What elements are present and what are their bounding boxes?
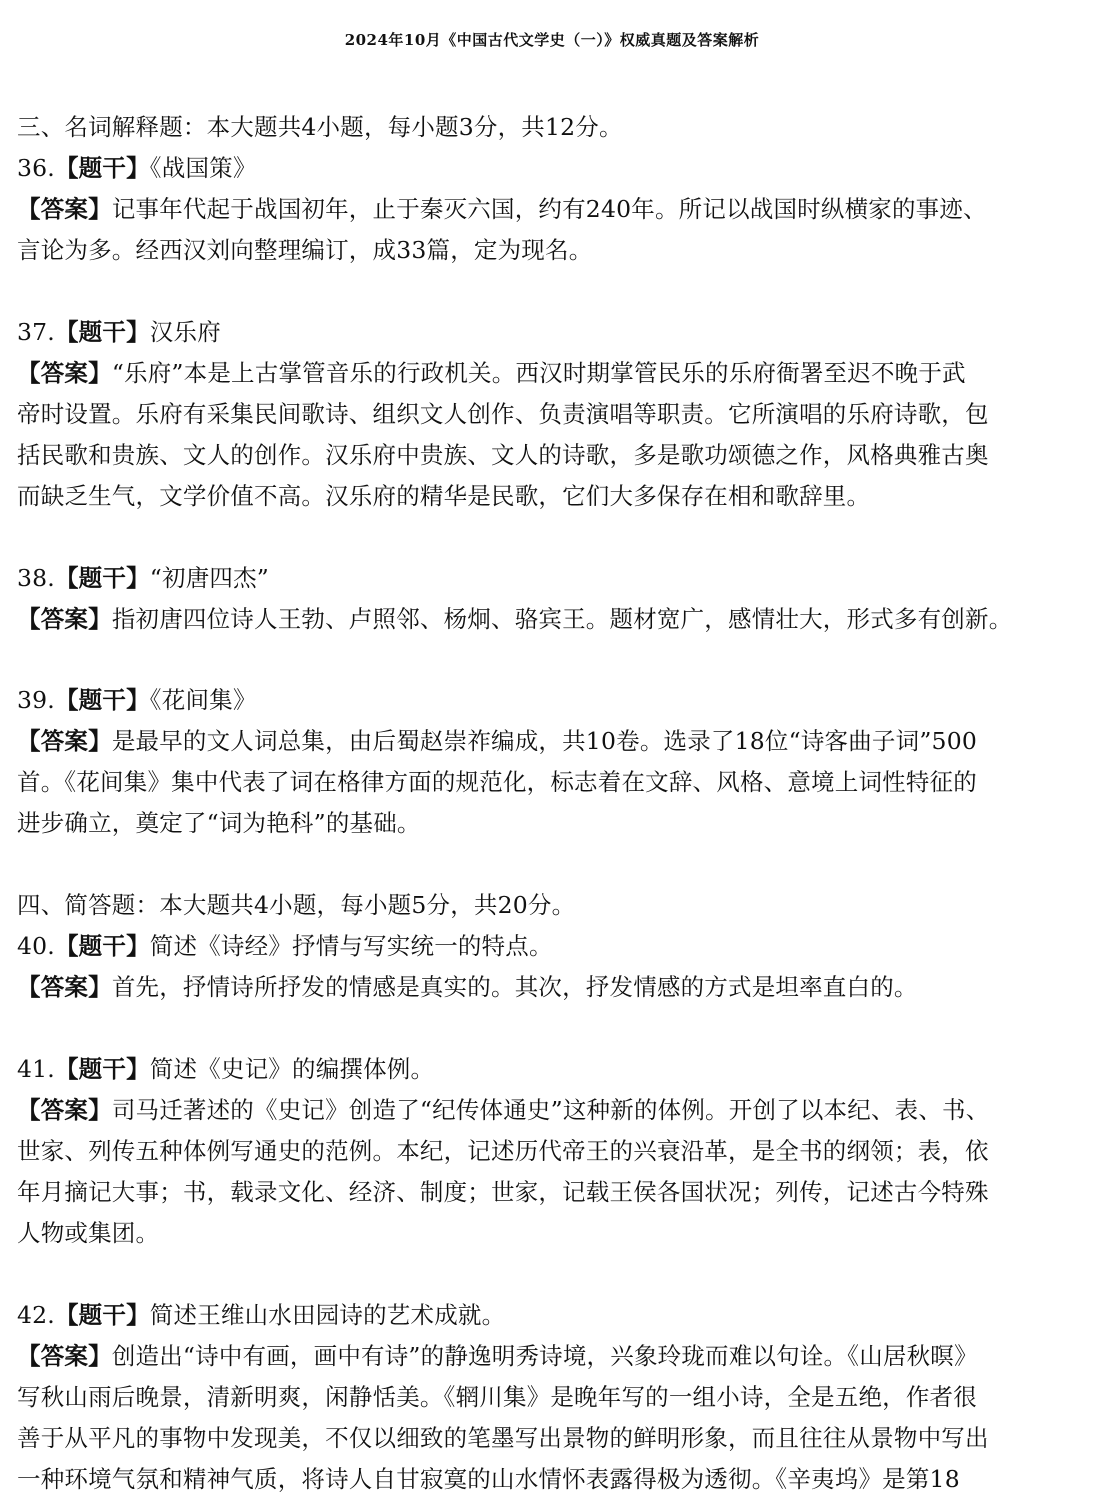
answer-line: 【答案】首先，抒情诗所抒发的情感是真实的。其次，抒发情感的方式是坦率直白的。 bbox=[17, 973, 918, 1001]
stem-tag: 【题干】 bbox=[54, 318, 150, 346]
stem-tag: 【题干】 bbox=[54, 1301, 150, 1329]
section-heading: 四、简答题：本大题共4小题，每小题5分，共20分。 bbox=[17, 891, 576, 919]
answer-tag: 【答案】 bbox=[17, 1096, 112, 1124]
question-stem: 36.【题干】《战国策》 bbox=[17, 154, 257, 182]
question-stem: 41.【题干】简述《史记》的编撰体例。 bbox=[17, 1055, 435, 1083]
document-title: 2024年10月《中国古代文学史（一）》权威真题及答案解析 bbox=[344, 31, 760, 49]
answer-line: 言论为多。经西汉刘向整理编订，成33篇，定为现名。 bbox=[17, 236, 593, 264]
answer-tag: 【答案】 bbox=[17, 727, 112, 755]
answer-line: 而缺乏生气，文学价值不高。汉乐府的精华是民歌，它们大多保存在相和歌辞里。 bbox=[17, 482, 871, 510]
answer-line: 【答案】“乐府”本是上古掌管音乐的行政机关。西汉时期掌管民乐的乐府衙署至迟不晚于武 bbox=[17, 359, 966, 387]
question-stem: 42.【题干】简述王维山水田园诗的艺术成就。 bbox=[17, 1301, 506, 1329]
question-stem: 37.【题干】汉乐府 bbox=[17, 318, 221, 346]
answer-line: 善于从平凡的事物中发现美，不仅以细致的笔墨写出景物的鲜明形象，而且往往从景物中写出 bbox=[17, 1424, 989, 1452]
answer-tag: 【答案】 bbox=[17, 973, 112, 1001]
stem-tag: 【题干】 bbox=[54, 564, 150, 592]
answer-line: 【答案】记事年代起于战国初年，止于秦灭六国，约有240年。所记以战国时纵横家的事迹、 bbox=[17, 195, 987, 223]
question-stem: 40.【题干】简述《诗经》抒情与写实统一的特点。 bbox=[17, 932, 553, 960]
answer-line: 进步确立，奠定了“词为艳科”的基础。 bbox=[17, 809, 421, 837]
answer-line: 【答案】创造出“诗中有画，画中有诗”的静逸明秀诗境，兴象玲珑而难以句诠。《山居秋暝》 bbox=[17, 1342, 978, 1370]
question-stem: 38.【题干】“初唐四杰” bbox=[17, 564, 270, 592]
stem-tag: 【题干】 bbox=[54, 154, 150, 182]
answer-line: 首。《花间集》集中代表了词在格律方面的规范化，标志着在文辞、风格、意境上词性特征的 bbox=[17, 768, 977, 796]
answer-tag: 【答案】 bbox=[17, 605, 112, 633]
answer-line: 【答案】指初唐四位诗人王勃、卢照邻、杨炯、骆宾王。题材宽广，感情壮大，形式多有创新。 bbox=[17, 605, 1013, 633]
answer-line: 一种环境气氛和精神气质，将诗人自甘寂寞的山水情怀表露得极为透彻。《辛夷坞》是第18 bbox=[17, 1465, 960, 1493]
section-heading: 三、名词解释题：本大题共4小题，每小题3分，共12分。 bbox=[17, 113, 623, 141]
stem-tag: 【题干】 bbox=[54, 686, 150, 714]
answer-line: 【答案】司马迁著述的《史记》创造了“纪传体通史”这种新的体例。开创了以本纪、表、书、 bbox=[17, 1096, 990, 1124]
answer-tag: 【答案】 bbox=[17, 359, 112, 387]
question-stem: 39.【题干】《花间集》 bbox=[17, 686, 257, 714]
answer-line: 人物或集团。 bbox=[17, 1219, 160, 1247]
answer-line: 写秋山雨后晚景，清新明爽，闲静恬美。《辋川集》是晚年写的一组小诗，全是五绝，作者很 bbox=[17, 1383, 977, 1411]
answer-line: 括民歌和贵族、文人的创作。汉乐府中贵族、文人的诗歌，多是歌功颂德之作，风格典雅古奥 bbox=[17, 441, 989, 469]
stem-tag: 【题干】 bbox=[54, 932, 150, 960]
answer-tag: 【答案】 bbox=[17, 1342, 112, 1370]
answer-line: 世家、列传五种体例写通史的范例。本纪，记述历代帝王的兴衰沿革，是全书的纲领；表，依 bbox=[17, 1137, 989, 1165]
answer-line: 年月摘记大事；书，载录文化、经济、制度；世家，记载王侯各国状况；列传，记述古今特殊 bbox=[17, 1178, 989, 1206]
answer-line: 【答案】是最早的文人词总集，由后蜀赵崇祚编成，共10卷。选录了18位“诗客曲子词”500 bbox=[17, 727, 977, 755]
answer-line: 帝时设置。乐府有采集民间歌诗、组织文人创作、负责演唱等职责。它所演唱的乐府诗歌，包 bbox=[17, 400, 989, 428]
answer-tag: 【答案】 bbox=[17, 195, 112, 223]
stem-tag: 【题干】 bbox=[54, 1055, 150, 1083]
